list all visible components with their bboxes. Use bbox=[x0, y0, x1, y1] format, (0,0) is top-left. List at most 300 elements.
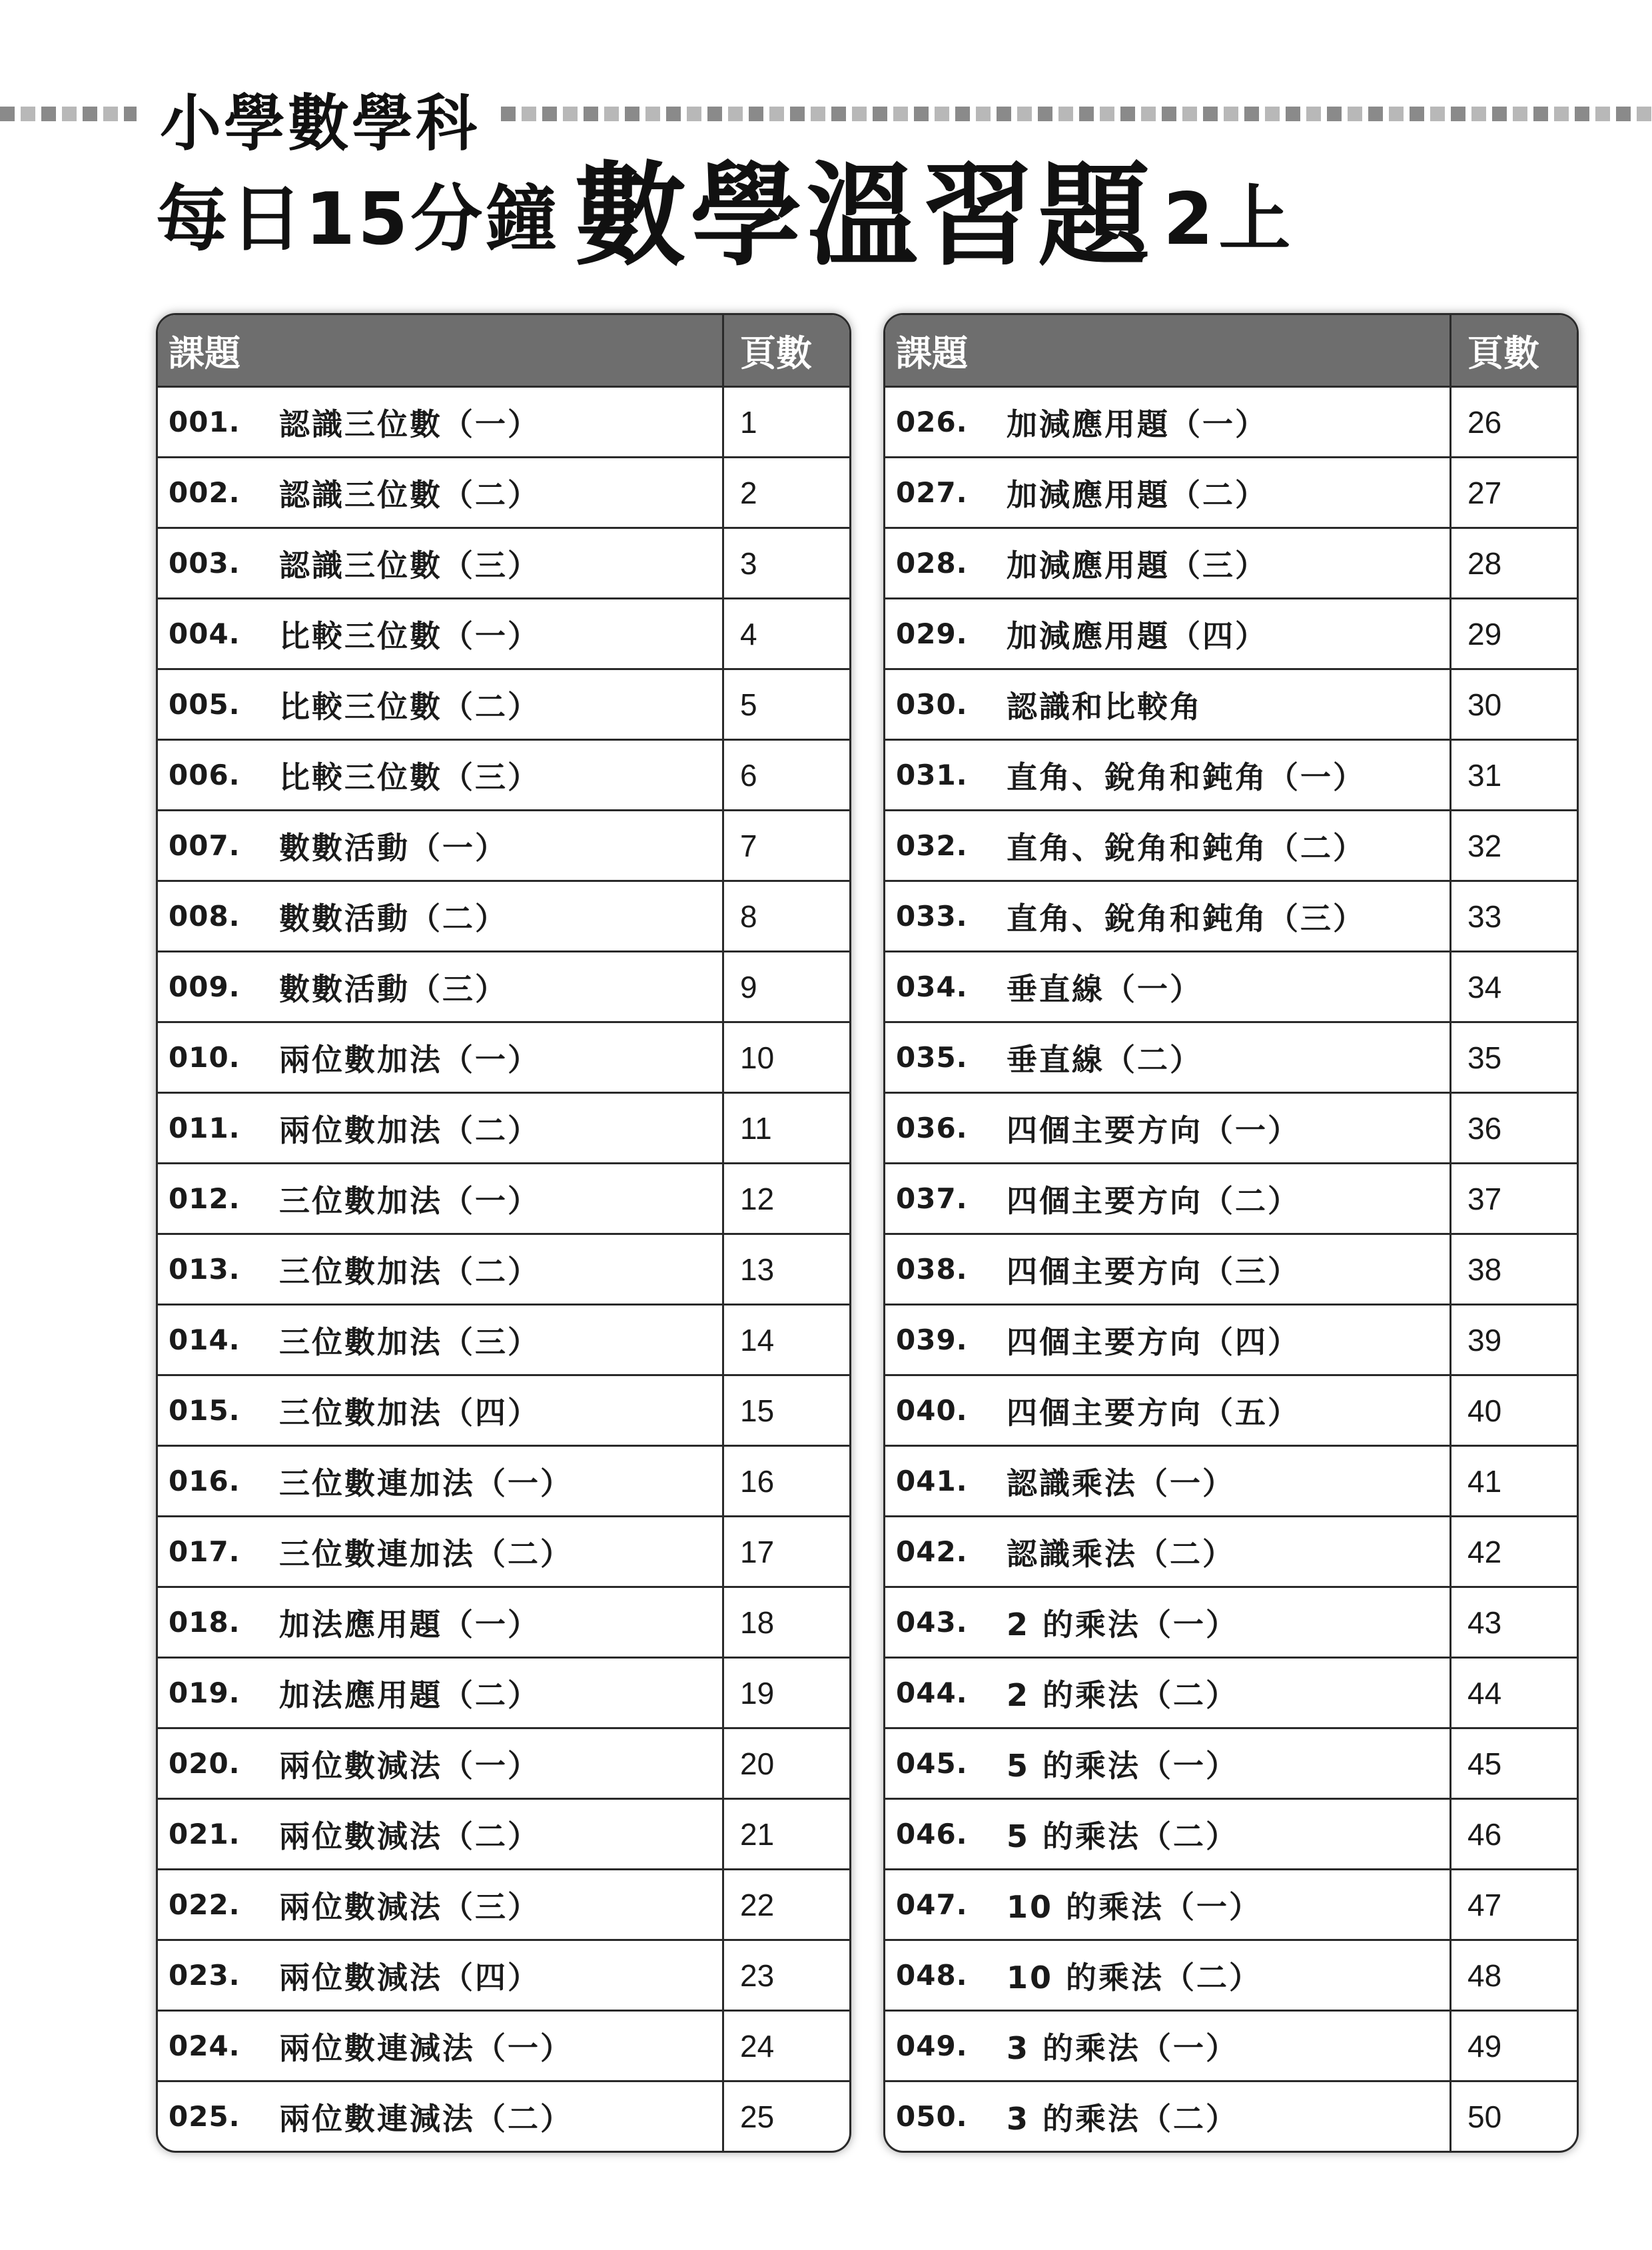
dash-segment bbox=[522, 107, 536, 121]
dash-segment bbox=[604, 107, 619, 121]
topic-cell bbox=[158, 741, 724, 809]
table-row bbox=[885, 1233, 1577, 1304]
book-subtitle: 每日15分鐘 bbox=[156, 178, 560, 261]
dash-segment bbox=[1389, 107, 1404, 121]
toc-table-left bbox=[156, 313, 851, 2153]
lesson-number: 014. bbox=[169, 1323, 240, 1356]
table-row bbox=[158, 809, 849, 880]
dash-segment bbox=[1017, 107, 1032, 121]
page-number-cell: 50 bbox=[1467, 2099, 1502, 2134]
dash-segment bbox=[563, 107, 578, 121]
lesson-number: 012. bbox=[169, 1182, 240, 1215]
lesson-number: 036. bbox=[896, 1112, 968, 1144]
lesson-topic: 比較三位數（三） bbox=[279, 759, 540, 795]
dash-segment bbox=[997, 107, 1011, 121]
lesson-number: 002. bbox=[169, 476, 240, 509]
lesson-number: 003. bbox=[169, 547, 240, 579]
toc-table-header bbox=[885, 315, 1577, 386]
lesson-number: 025. bbox=[169, 2100, 240, 2133]
topic-cell bbox=[885, 1517, 1451, 1586]
lesson-number: 040. bbox=[896, 1394, 968, 1427]
page-number-cell: 44 bbox=[1467, 1675, 1502, 1710]
dash-segment bbox=[1120, 107, 1135, 121]
topic-cell bbox=[885, 2012, 1451, 2080]
lesson-number: 045. bbox=[896, 1747, 968, 1780]
lesson-number: 018. bbox=[169, 1606, 240, 1639]
table-row bbox=[885, 2080, 1577, 2151]
dash-segment bbox=[62, 107, 77, 121]
dash-segment bbox=[1451, 107, 1465, 121]
table-row bbox=[158, 1092, 849, 1162]
series-title: 小學數學科 bbox=[160, 88, 480, 159]
topic-cell bbox=[885, 1870, 1451, 1939]
lesson-topic: 認識和比較角 bbox=[1007, 688, 1202, 725]
page-number-cell: 39 bbox=[1467, 1322, 1502, 1357]
dash-segment bbox=[1100, 107, 1114, 121]
table-row bbox=[885, 1727, 1577, 1798]
topic-cell bbox=[885, 599, 1451, 668]
dash-segment bbox=[1430, 107, 1445, 121]
lesson-topic: 10 的乘法（一） bbox=[1007, 1888, 1262, 1925]
dash-segment bbox=[1038, 107, 1052, 121]
page-number-cell: 11 bbox=[740, 1110, 772, 1146]
topic-cell bbox=[158, 1235, 724, 1304]
lesson-topic: 四個主要方向（五） bbox=[1007, 1394, 1300, 1431]
page-number-cell: 6 bbox=[740, 757, 757, 793]
lesson-topic: 5 的乘法（二） bbox=[1007, 1818, 1239, 1854]
lesson-number: 047. bbox=[896, 1888, 968, 1921]
lesson-number: 004. bbox=[169, 617, 240, 650]
lesson-topic: 比較三位數（二） bbox=[279, 688, 540, 725]
dash-segment bbox=[1410, 107, 1424, 121]
lesson-topic: 三位數加法（四） bbox=[279, 1394, 540, 1431]
dash-segment bbox=[976, 107, 991, 121]
lesson-topic: 兩位數減法（一） bbox=[279, 1747, 540, 1784]
lesson-topic: 三位數連加法（二） bbox=[279, 1535, 573, 1572]
dash-segment bbox=[1492, 107, 1507, 121]
dash-segment bbox=[811, 107, 825, 121]
page-number-cell: 48 bbox=[1467, 1958, 1502, 1993]
dash-segment bbox=[1203, 107, 1218, 121]
table-row bbox=[158, 386, 849, 456]
dash-segment bbox=[935, 107, 949, 121]
table-row bbox=[885, 1515, 1577, 1586]
table-row bbox=[885, 1798, 1577, 1868]
table-row bbox=[885, 1868, 1577, 1939]
lesson-number: 011. bbox=[169, 1112, 240, 1144]
page-number-cell: 30 bbox=[1467, 687, 1502, 722]
dash-segment bbox=[625, 107, 639, 121]
dash-segment bbox=[83, 107, 97, 121]
lesson-number: 027. bbox=[896, 476, 968, 509]
dash-segment bbox=[1575, 107, 1589, 121]
lesson-topic: 認識乘法（一） bbox=[1007, 1465, 1235, 1501]
topic-cell bbox=[158, 811, 724, 880]
page-number-cell: 32 bbox=[1467, 828, 1502, 863]
lesson-topic: 三位數加法（三） bbox=[279, 1323, 540, 1360]
topic-cell bbox=[885, 1023, 1451, 1092]
table-row bbox=[158, 2080, 849, 2151]
dash-segment bbox=[790, 107, 805, 121]
lesson-topic: 兩位數減法（二） bbox=[279, 1818, 540, 1854]
lesson-topic: 5 的乘法（一） bbox=[1007, 1747, 1239, 1784]
table-row bbox=[158, 1868, 849, 1939]
topic-cell bbox=[158, 1447, 724, 1515]
topic-cell bbox=[158, 670, 724, 739]
table-row bbox=[158, 1374, 849, 1445]
lesson-number: 044. bbox=[896, 1677, 968, 1709]
page-number-cell: 45 bbox=[1467, 1746, 1502, 1781]
table-row bbox=[885, 1162, 1577, 1233]
dash-segment bbox=[1616, 107, 1631, 121]
toc-table-header bbox=[158, 315, 849, 386]
dash-segment bbox=[0, 107, 15, 121]
lesson-topic: 四個主要方向（二） bbox=[1007, 1182, 1300, 1219]
lesson-number: 019. bbox=[169, 1677, 240, 1709]
topic-cell bbox=[885, 1447, 1451, 1515]
table-row bbox=[885, 1092, 1577, 1162]
table-row bbox=[158, 950, 849, 1021]
dash-segment bbox=[41, 107, 56, 121]
dash-segment bbox=[1471, 107, 1486, 121]
lesson-number: 049. bbox=[896, 2030, 968, 2062]
page-number-cell: 41 bbox=[1467, 1463, 1502, 1499]
lesson-topic: 四個主要方向（三） bbox=[1007, 1253, 1300, 1290]
table-row bbox=[158, 1445, 849, 1515]
dash-segment bbox=[124, 107, 137, 121]
dash-segment bbox=[873, 107, 887, 121]
page-number-cell: 35 bbox=[1467, 1040, 1502, 1075]
dash-segment bbox=[749, 107, 763, 121]
page-number-cell: 37 bbox=[1467, 1181, 1502, 1216]
lesson-topic: 兩位數減法（三） bbox=[279, 1888, 540, 1925]
lesson-number: 031. bbox=[896, 759, 968, 791]
table-row bbox=[158, 668, 849, 739]
lesson-number: 022. bbox=[169, 1888, 240, 1921]
page-number-cell: 36 bbox=[1467, 1110, 1502, 1146]
page-number-cell: 4 bbox=[740, 616, 757, 651]
topic-cell bbox=[158, 1023, 724, 1092]
lesson-number: 046. bbox=[896, 1818, 968, 1850]
lesson-number: 034. bbox=[896, 970, 968, 1003]
page-number-cell: 25 bbox=[740, 2099, 775, 2134]
lesson-number: 039. bbox=[896, 1323, 968, 1356]
page-number-cell: 8 bbox=[740, 899, 757, 934]
page-number-cell: 17 bbox=[740, 1534, 775, 1569]
topic-cell bbox=[885, 811, 1451, 880]
table-row bbox=[158, 1939, 849, 2010]
lesson-number: 041. bbox=[896, 1465, 968, 1497]
lesson-number: 017. bbox=[169, 1535, 240, 1568]
page-number-cell: 19 bbox=[740, 1675, 775, 1710]
dash-segment bbox=[1306, 107, 1321, 121]
table-row bbox=[158, 739, 849, 809]
lesson-number: 024. bbox=[169, 2030, 240, 2062]
page-number-cell: 43 bbox=[1467, 1605, 1502, 1640]
lesson-number: 016. bbox=[169, 1465, 240, 1497]
lesson-number: 050. bbox=[896, 2100, 968, 2133]
dash-segment bbox=[852, 107, 867, 121]
topic-cell bbox=[885, 1729, 1451, 1798]
page-number-cell: 5 bbox=[740, 687, 757, 722]
page-number-cell: 16 bbox=[740, 1463, 775, 1499]
lesson-number: 030. bbox=[896, 688, 968, 721]
table-row bbox=[885, 456, 1577, 527]
topic-cell bbox=[885, 1588, 1451, 1657]
table-row bbox=[158, 1798, 849, 1868]
table-row bbox=[885, 668, 1577, 739]
lesson-number: 042. bbox=[896, 1535, 968, 1568]
table-row bbox=[885, 2010, 1577, 2080]
topic-cell bbox=[885, 882, 1451, 950]
topic-cell bbox=[885, 1941, 1451, 2010]
topic-cell bbox=[158, 2012, 724, 2080]
topic-cell bbox=[885, 458, 1451, 527]
header-dash-line-left bbox=[0, 107, 137, 121]
topic-cell bbox=[158, 1164, 724, 1233]
lesson-topic: 兩位數連減法（二） bbox=[279, 2100, 573, 2137]
page-number-cell: 31 bbox=[1467, 757, 1502, 793]
lesson-topic: 兩位數減法（四） bbox=[279, 1959, 540, 1996]
table-row bbox=[885, 597, 1577, 668]
page-number-cell: 2 bbox=[740, 475, 757, 510]
page-number-cell: 28 bbox=[1467, 546, 1502, 581]
topic-cell bbox=[885, 741, 1451, 809]
topic-cell bbox=[885, 388, 1451, 456]
lesson-number: 015. bbox=[169, 1394, 240, 1427]
book-grade: 2上 bbox=[1163, 178, 1296, 261]
lesson-number: 023. bbox=[169, 1959, 240, 1992]
table-row bbox=[158, 1304, 849, 1374]
dash-segment bbox=[687, 107, 701, 121]
lesson-topic: 三位數加法（一） bbox=[279, 1182, 540, 1219]
page-number-cell: 23 bbox=[740, 1958, 775, 1993]
topic-cell bbox=[158, 1800, 724, 1868]
topic-column-header: 課題 bbox=[158, 315, 724, 386]
topic-cell bbox=[158, 1870, 724, 1939]
lesson-topic: 直角、銳角和鈍角（三） bbox=[1007, 900, 1366, 937]
dash-segment bbox=[1513, 107, 1527, 121]
lesson-number: 005. bbox=[169, 688, 240, 721]
table-row bbox=[885, 950, 1577, 1021]
dash-segment bbox=[707, 107, 722, 121]
topic-cell bbox=[158, 1517, 724, 1586]
topic-cell bbox=[158, 1306, 724, 1374]
page-number-cell: 7 bbox=[740, 828, 757, 863]
page-number-cell: 10 bbox=[740, 1040, 775, 1075]
lesson-topic: 認識三位數（三） bbox=[279, 547, 540, 583]
dash-segment bbox=[769, 107, 784, 121]
lesson-number: 029. bbox=[896, 617, 968, 650]
lesson-number: 035. bbox=[896, 1041, 968, 1074]
topic-cell bbox=[885, 1306, 1451, 1374]
page-number-cell: 20 bbox=[740, 1746, 775, 1781]
topic-cell bbox=[158, 1588, 724, 1657]
page-column-header: 頁數 bbox=[1467, 332, 1539, 374]
page-number-cell: 22 bbox=[740, 1887, 775, 1922]
lesson-number: 038. bbox=[896, 1253, 968, 1286]
lesson-topic: 加減應用題（三） bbox=[1007, 547, 1268, 583]
topic-cell bbox=[885, 1235, 1451, 1304]
page-number-cell: 27 bbox=[1467, 475, 1502, 510]
topic-cell bbox=[158, 2082, 724, 2151]
dash-segment bbox=[501, 107, 516, 121]
topic-cell bbox=[885, 1659, 1451, 1727]
lesson-number: 013. bbox=[169, 1253, 240, 1286]
page-number-cell: 24 bbox=[740, 2028, 775, 2063]
lesson-topic: 比較三位數（一） bbox=[279, 617, 540, 654]
lesson-topic: 三位數連加法（一） bbox=[279, 1465, 573, 1501]
page-number-cell: 18 bbox=[740, 1605, 775, 1640]
lesson-number: 008. bbox=[169, 900, 240, 933]
page-column-header: 頁數 bbox=[740, 332, 812, 374]
lesson-topic: 10 的乘法（二） bbox=[1007, 1959, 1262, 1996]
page-number-cell: 29 bbox=[1467, 616, 1502, 651]
table-row bbox=[158, 1233, 849, 1304]
dash-segment bbox=[831, 107, 846, 121]
dash-segment bbox=[1141, 107, 1156, 121]
lesson-number: 048. bbox=[896, 1959, 968, 1992]
table-row bbox=[158, 1586, 849, 1657]
page-number-cell: 34 bbox=[1467, 969, 1502, 1004]
table-row bbox=[158, 880, 849, 950]
toc-table-body bbox=[158, 386, 849, 2151]
table-row bbox=[885, 1586, 1577, 1657]
lesson-number: 021. bbox=[169, 1818, 240, 1850]
topic-cell bbox=[158, 882, 724, 950]
lesson-number: 032. bbox=[896, 829, 968, 862]
table-row bbox=[885, 527, 1577, 597]
topic-cell bbox=[158, 388, 724, 456]
table-row bbox=[158, 456, 849, 527]
dash-segment bbox=[1224, 107, 1238, 121]
lesson-topic: 數數活動（二） bbox=[279, 900, 508, 937]
lesson-topic: 2 的乘法（一） bbox=[1007, 1606, 1239, 1643]
dash-segment bbox=[955, 107, 970, 121]
topic-cell bbox=[885, 952, 1451, 1021]
dash-segment bbox=[645, 107, 660, 121]
topic-cell bbox=[158, 1376, 724, 1445]
table-row bbox=[158, 1162, 849, 1233]
dash-segment bbox=[1058, 107, 1073, 121]
topic-cell bbox=[885, 1094, 1451, 1162]
dash-segment bbox=[1595, 107, 1610, 121]
lesson-topic: 加法應用題（一） bbox=[279, 1606, 540, 1643]
lesson-topic: 認識三位數（二） bbox=[279, 476, 540, 513]
lesson-topic: 兩位數加法（二） bbox=[279, 1112, 540, 1148]
lesson-number: 001. bbox=[169, 406, 240, 438]
page-number-cell: 12 bbox=[740, 1181, 775, 1216]
topic-cell bbox=[885, 1164, 1451, 1233]
dash-segment bbox=[1265, 107, 1280, 121]
dash-segment bbox=[584, 107, 598, 121]
page-number-cell: 40 bbox=[1467, 1393, 1502, 1428]
topic-column-header: 課題 bbox=[885, 315, 1451, 386]
table-row bbox=[885, 880, 1577, 950]
topic-cell bbox=[885, 2082, 1451, 2151]
dash-segment bbox=[914, 107, 929, 121]
dash-segment bbox=[1079, 107, 1094, 121]
table-row bbox=[158, 2010, 849, 2080]
lesson-number: 009. bbox=[169, 970, 240, 1003]
topic-cell bbox=[158, 458, 724, 527]
page-number-cell: 38 bbox=[1467, 1252, 1502, 1287]
topic-cell bbox=[885, 1800, 1451, 1868]
page-number-cell: 33 bbox=[1467, 899, 1502, 934]
lesson-topic: 認識三位數（一） bbox=[279, 406, 540, 442]
table-row bbox=[885, 1021, 1577, 1092]
table-row bbox=[885, 809, 1577, 880]
lesson-topic: 加減應用題（一） bbox=[1007, 406, 1268, 442]
lesson-number: 043. bbox=[896, 1606, 968, 1639]
page-number-cell: 15 bbox=[740, 1393, 775, 1428]
dash-segment bbox=[1368, 107, 1383, 121]
dash-segment bbox=[1637, 107, 1651, 121]
topic-cell bbox=[885, 529, 1451, 597]
dash-segment bbox=[1533, 107, 1548, 121]
dash-segment bbox=[1162, 107, 1176, 121]
lesson-number: 033. bbox=[896, 900, 968, 933]
lesson-number: 007. bbox=[169, 829, 240, 862]
lesson-topic: 四個主要方向（一） bbox=[1007, 1112, 1300, 1148]
table-row bbox=[158, 1021, 849, 1092]
topic-cell bbox=[885, 1376, 1451, 1445]
lesson-topic: 3 的乘法（一） bbox=[1007, 2030, 1239, 2066]
toc-table-body bbox=[885, 386, 1577, 2151]
page-number-cell: 49 bbox=[1467, 2028, 1502, 2063]
lesson-number: 020. bbox=[169, 1747, 240, 1780]
lesson-topic: 數數活動（一） bbox=[279, 829, 508, 866]
dash-segment bbox=[542, 107, 557, 121]
book-title bbox=[156, 145, 1296, 281]
dash-segment bbox=[893, 107, 908, 121]
topic-cell bbox=[158, 1094, 724, 1162]
page-number-cell: 13 bbox=[740, 1252, 775, 1287]
table-row bbox=[158, 597, 849, 668]
lesson-topic: 兩位數連減法（一） bbox=[279, 2030, 573, 2066]
lesson-topic: 加減應用題（二） bbox=[1007, 476, 1268, 513]
dash-segment bbox=[1348, 107, 1362, 121]
lesson-topic: 直角、銳角和鈍角（二） bbox=[1007, 829, 1366, 866]
page-number-cell: 3 bbox=[740, 546, 757, 581]
dash-segment bbox=[1327, 107, 1342, 121]
dash-segment bbox=[1286, 107, 1300, 121]
lesson-topic: 三位數加法（二） bbox=[279, 1253, 540, 1290]
lesson-topic: 垂直線（二） bbox=[1007, 1041, 1202, 1078]
table-row bbox=[885, 1445, 1577, 1515]
table-row bbox=[158, 1727, 849, 1798]
page-number-cell: 42 bbox=[1467, 1534, 1502, 1569]
lesson-topic: 兩位數加法（一） bbox=[279, 1041, 540, 1078]
lesson-topic: 3 的乘法（二） bbox=[1007, 2100, 1239, 2137]
table-row bbox=[885, 1939, 1577, 2010]
dash-segment bbox=[21, 107, 35, 121]
lesson-topic: 加減應用題（四） bbox=[1007, 617, 1268, 654]
table-row bbox=[158, 1657, 849, 1727]
book-main-title: 數學溫習題 bbox=[574, 151, 1154, 281]
lesson-number: 010. bbox=[169, 1041, 240, 1074]
topic-cell bbox=[158, 952, 724, 1021]
header-dash-line-right bbox=[501, 107, 1652, 121]
page-number-cell: 26 bbox=[1467, 404, 1502, 440]
dash-segment bbox=[1244, 107, 1259, 121]
table-row bbox=[885, 1657, 1577, 1727]
dash-segment bbox=[1554, 107, 1569, 121]
lesson-topic: 2 的乘法（二） bbox=[1007, 1677, 1239, 1713]
lesson-topic: 加法應用題（二） bbox=[279, 1677, 540, 1713]
topic-cell bbox=[158, 599, 724, 668]
page-number-cell: 9 bbox=[740, 969, 757, 1004]
